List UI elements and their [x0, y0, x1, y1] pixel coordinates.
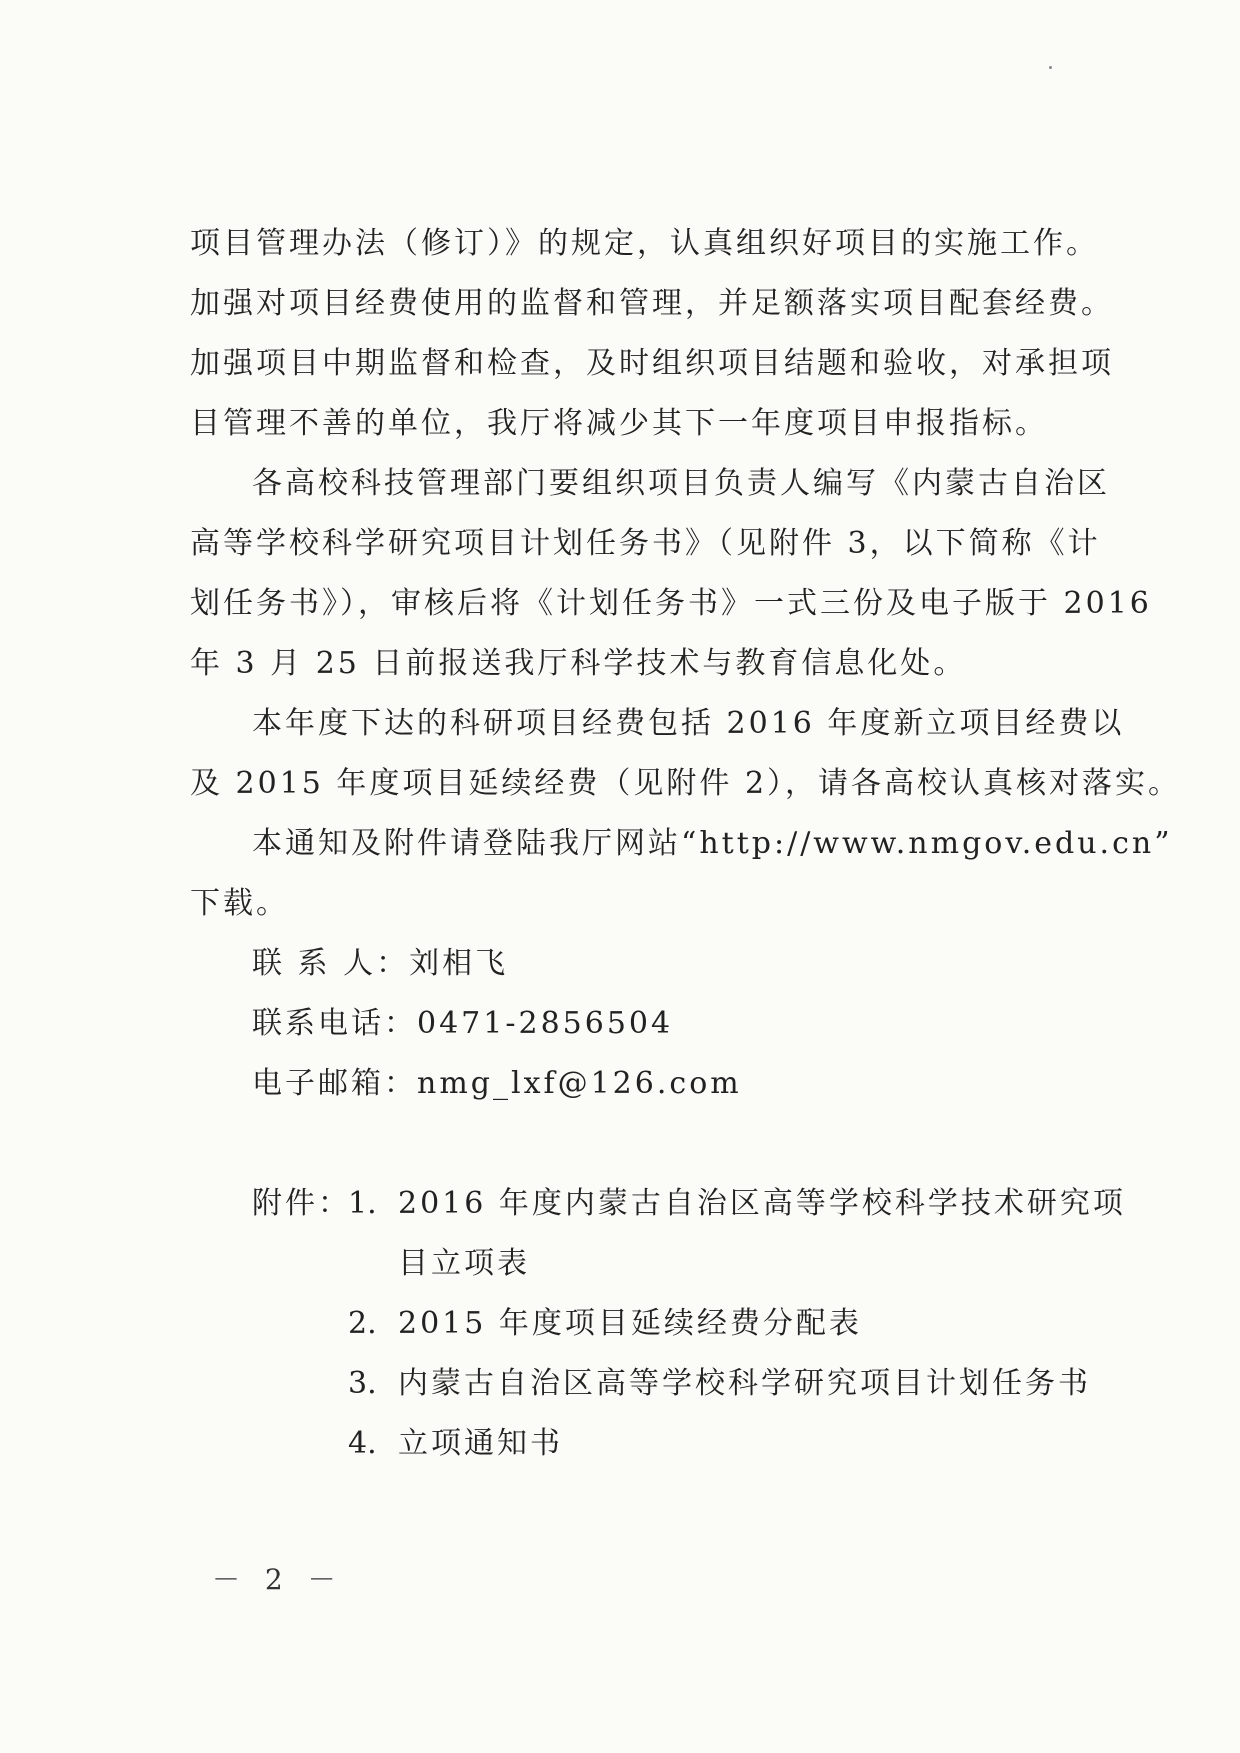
paragraph-2-line-3: 划任务书》），审核后将《计划任务书》一式三份及电子版于 2016 — [190, 586, 1152, 621]
attachment-4-line-1: 立项通知书 — [398, 1426, 563, 1461]
paragraph-1-line-2: 加强对项目经费使用的监督和管理，并足额落实项目配套经费。 — [190, 286, 1114, 321]
attachment-2-number: 2. — [348, 1306, 377, 1341]
contact-phone — [252, 1004, 673, 1044]
paragraph-2-line-2: 高等学校科学研究项目计划任务书》（见附件 3，以下简称《计 — [190, 526, 1101, 561]
contact-person-value: 刘相飞 — [409, 946, 509, 981]
contact-person-label: 联 系 人： — [252, 946, 410, 981]
contact-person — [252, 944, 508, 984]
paragraph-4-line-1: 本通知及附件请登陆我厅网站“http://www.nmgov.edu.cn” — [252, 826, 1173, 861]
attachments-label: 附件： — [252, 1186, 351, 1221]
attachment-1-number: 1. — [348, 1186, 377, 1221]
paragraph-2-line-1: 各高校科技管理部门要组织项目负责人编写《内蒙古自治区 — [252, 466, 1110, 501]
paragraph-3-line-1: 本年度下达的科研项目经费包括 2016 年度新立项目经费以 — [252, 706, 1125, 741]
attachment-3-number: 3. — [348, 1366, 377, 1401]
paragraph-1-line-1: 项目管理办法（修订）》的规定，认真组织好项目的实施工作。 — [190, 226, 1099, 261]
contact-email — [252, 1064, 742, 1104]
paragraph-1-line-3: 加强项目中期监督和检查，及时组织项目结题和验收，对承担项 — [190, 346, 1114, 381]
page-number: － 2 － — [212, 1563, 344, 1596]
attachment-4-number: 4. — [348, 1426, 377, 1461]
contact-email-label: 电子邮箱： — [252, 1066, 417, 1101]
paragraph-1-line-4: 目管理不善的单位，我厅将减少其下一年度项目申报指标。 — [190, 406, 1048, 441]
contact-phone-label: 联系电话： — [252, 1006, 417, 1041]
paragraph-3-line-2: 及 2015 年度项目延续经费（见附件 2），请各高校认真核对落实。 — [190, 766, 1182, 801]
attachment-1-line-2: 目立项表 — [398, 1246, 530, 1281]
paragraph-4-line-2: 下载。 — [190, 886, 289, 921]
attachment-3-line-1: 内蒙古自治区高等学校科学研究项目计划任务书 — [398, 1366, 1091, 1401]
attachment-1-line-1: 2016 年度内蒙古自治区高等学校科学技术研究项 — [398, 1186, 1126, 1221]
attachment-2-line-1: 2015 年度项目延续经费分配表 — [398, 1306, 862, 1341]
contact-phone-value: 0471-2856504 — [417, 1006, 674, 1041]
scan-speck — [1049, 66, 1052, 69]
paragraph-2-line-4: 年 3 月 25 日前报送我厅科学技术与教育信息化处。 — [190, 646, 967, 681]
contact-email-value: nmg_lxf@126.com — [417, 1066, 742, 1101]
